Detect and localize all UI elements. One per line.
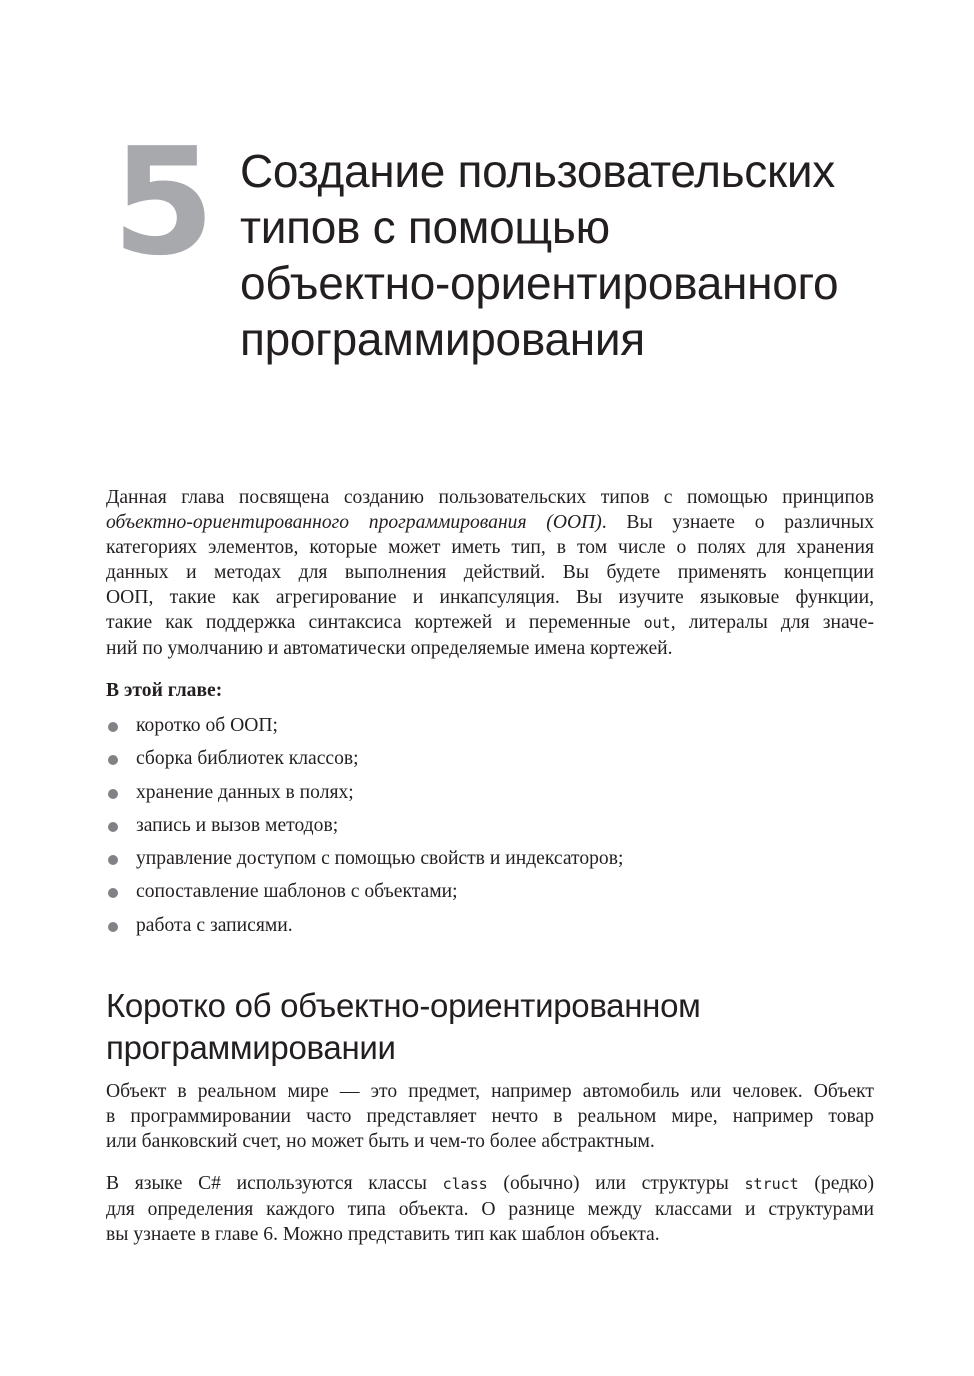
intro-line: [106, 610, 874, 636]
intro-line-text: . Вы узнаете о различных: [601, 512, 875, 533]
paragraph-line: в программировании часто представляет нечто в реальном мире, например товар: [106, 1106, 874, 1127]
paragraph-line: вы узнаете в главе 6. Можно представить тип как шаблон объекта.: [106, 1224, 660, 1245]
chapter-number: 5: [112, 116, 215, 288]
list-item: [106, 713, 623, 746]
section-heading: [106, 985, 701, 1069]
list-item-text: хранение данных в полях;: [136, 781, 354, 803]
chapter-title-line: программирования: [240, 313, 645, 365]
chapter-title-line: объектно-ориентированного: [240, 257, 839, 309]
section-paragraph-2: [106, 1171, 874, 1247]
intro-paragraph: [106, 485, 874, 661]
paragraph-text: (редко): [798, 1173, 874, 1194]
code-keyword-class: class: [442, 1175, 488, 1193]
section-heading-line: Коротко об объектно-ориентированном: [106, 987, 701, 1024]
in-chapter-label: В этой главе:: [106, 680, 223, 701]
intro-line: ООП, такие как агрегирование и инкапсуляция. Вы изучите языковые функции,: [106, 587, 874, 608]
paragraph-text: (обычно) или структуры: [487, 1173, 745, 1194]
list-item: [106, 746, 623, 779]
section-paragraph-1: [106, 1079, 874, 1154]
intro-line: [106, 510, 874, 535]
code-keyword-out: out: [643, 614, 671, 632]
bullet-icon: [108, 722, 118, 732]
list-item-text: управление доступом с помощью свойств и индексаторов;: [136, 848, 624, 870]
intro-line: Данная глава посвящена созданию пользовательских типов с помощью принципов: [106, 487, 874, 508]
bullet-icon: [108, 855, 118, 865]
intro-line: данных и методах для выполнения действий. Вы будете применять концепции: [106, 562, 874, 583]
paragraph-line: для определения каждого типа объекта. О разнице между классами и структурами: [106, 1199, 874, 1220]
list-item: [106, 813, 623, 846]
list-item: [106, 780, 623, 813]
list-item: [106, 879, 623, 912]
paragraph-line: [106, 1171, 874, 1197]
paragraph-text: В языке C# используются классы: [106, 1173, 443, 1194]
list-item-text: запись и вызов методов;: [136, 814, 339, 836]
list-item: [106, 846, 623, 879]
bullet-icon: [108, 822, 118, 832]
intro-line: категориях элементов, которые может иметь тип, в том числе о полях для хранения: [106, 537, 874, 558]
intro-line: ний по умолчанию и автоматически определяемые имена кортежей.: [106, 638, 673, 659]
list-item-text: коротко об ООП;: [136, 715, 278, 736]
chapter-title: [240, 143, 940, 367]
paragraph-line: или банковский счет, но может быть и чем-то более абстрактным.: [106, 1131, 655, 1152]
section-heading-line: программировании: [106, 1029, 396, 1066]
bullet-icon: [108, 922, 118, 932]
paragraph-line: Объект в реальном мире — это предмет, например автомобиль или человек. Объект: [106, 1081, 874, 1102]
chapter-title-line: Создание пользовательских: [240, 145, 835, 197]
chapter-topics-list: [106, 713, 623, 946]
bullet-icon: [108, 789, 118, 799]
bullet-icon: [108, 755, 118, 765]
intro-oop-term: объектно-ориентированного программирования (ООП): [106, 512, 602, 533]
bullet-icon: [108, 888, 118, 898]
list-item: [106, 913, 623, 946]
list-item-text: работа с записями.: [136, 914, 293, 936]
list-item-text: сборка библиотек классов;: [136, 748, 359, 770]
intro-line-text: такие как поддержка синтаксиса кортежей и переменные: [106, 612, 644, 633]
chapter-title-line: типов с помощью: [240, 201, 610, 253]
list-item-text: сопоставление шаблонов с объектами;: [136, 881, 458, 903]
intro-line-text: , литералы для значе-: [670, 612, 874, 633]
code-keyword-struct: struct: [744, 1175, 799, 1193]
